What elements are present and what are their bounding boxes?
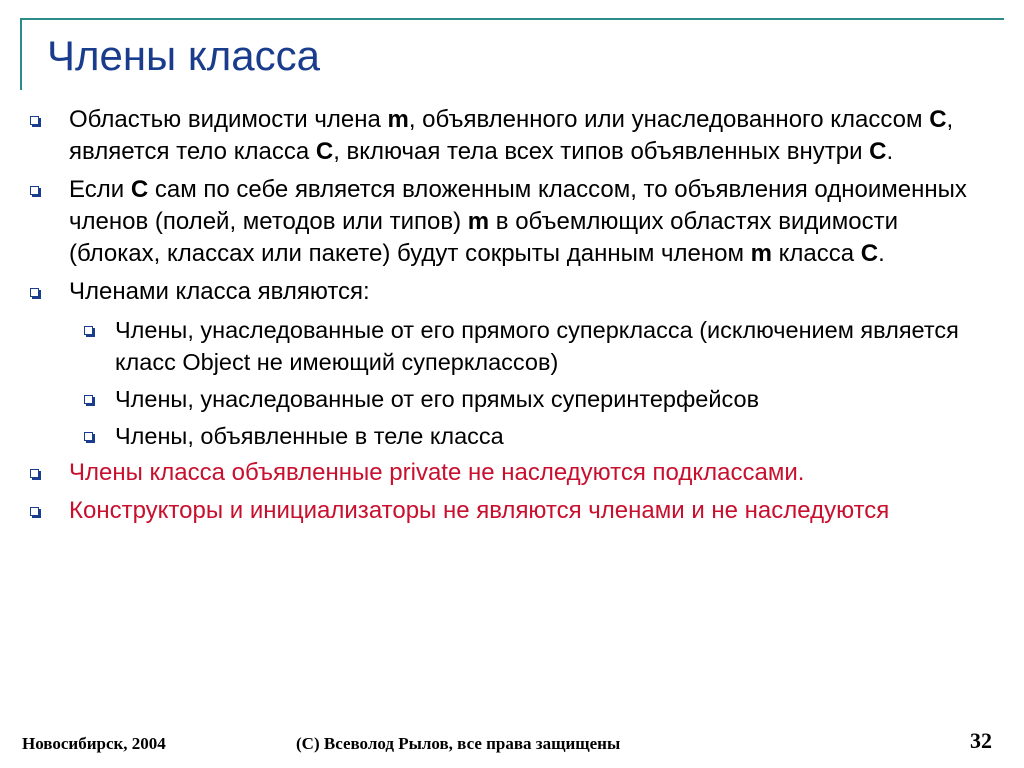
- list-item-text: [115, 317, 959, 375]
- list-item-text: [115, 386, 759, 412]
- square-bullet-icon: [30, 469, 39, 478]
- sub-list-item: [28, 420, 968, 452]
- list-item: [28, 276, 968, 308]
- footer-copyright: (C) Всеволод Рылов, все права защищены: [296, 734, 621, 753]
- text-run: Членами класса являются:: [69, 278, 370, 305]
- text-run: .: [878, 240, 885, 267]
- top-accent-line: [20, 18, 1004, 20]
- text-run: Конструкторы и инициализаторы не являются членами и не наследуются: [69, 497, 890, 524]
- bold-symbol: C: [130, 176, 149, 203]
- list-item: [28, 104, 968, 168]
- footer-location: Новосибирск, 2004: [22, 734, 166, 753]
- square-bullet-icon: [84, 432, 93, 441]
- bold-symbol: m: [387, 106, 409, 133]
- text-run: класса: [771, 240, 861, 267]
- bold-symbol: C: [315, 138, 334, 165]
- bold-symbol: m: [467, 208, 490, 235]
- bold-symbol: m: [750, 240, 772, 267]
- bold-symbol: C: [860, 240, 879, 267]
- square-bullet-icon: [30, 116, 39, 125]
- text-run: Члены, унаследованные от его прямых суперинтерфейсов: [115, 386, 760, 412]
- square-bullet-icon: [84, 326, 93, 335]
- left-accent-line: [20, 18, 22, 90]
- sub-list-item: [28, 383, 968, 415]
- list-item-text: [69, 278, 370, 305]
- list-item: [28, 495, 968, 527]
- bullet-list: [28, 104, 968, 533]
- list-item-text: [69, 459, 804, 486]
- text-run: сам по себе является вложенным классом, то объявления одноименных членов (полей, методов или типов): [69, 176, 967, 235]
- sub-list-item: [28, 314, 968, 378]
- text-run: Члены, объявленные в теле класса: [115, 423, 504, 449]
- square-bullet-icon: [30, 507, 39, 516]
- page-number: 32: [970, 728, 992, 753]
- slide-title: Члены класса: [47, 32, 320, 79]
- text-run: , является тело класса: [69, 106, 954, 165]
- list-item: [28, 174, 968, 270]
- text-run: .: [886, 138, 894, 165]
- list-item-text: [115, 423, 504, 449]
- text-run: , объявленного или унаследованного классом: [408, 106, 930, 133]
- list-item: [28, 457, 968, 489]
- text-run: в объемлющих областях видимости (блоках, классах или пакете) будут сокрыты данным членом: [69, 208, 899, 267]
- square-bullet-icon: [84, 395, 93, 404]
- text-run: , включая тела всех типов объявленных внутри: [333, 138, 870, 165]
- square-bullet-icon: [30, 186, 39, 195]
- text-run: Члены, унаследованные от его прямого суперкласса (исключением является класс Object не имеющий суперклассов): [115, 317, 959, 375]
- text-run: Если: [69, 176, 131, 203]
- list-item-text: [69, 497, 889, 524]
- bold-symbol: C: [869, 138, 887, 165]
- text-run: Областью видимости члена: [69, 106, 388, 133]
- list-item-text: [69, 176, 967, 267]
- bold-symbol: C: [929, 106, 947, 133]
- list-item-text: [69, 106, 953, 165]
- square-bullet-icon: [30, 288, 39, 297]
- text-run: Члены класса объявленные private не наследуются подклассами.: [69, 459, 805, 486]
